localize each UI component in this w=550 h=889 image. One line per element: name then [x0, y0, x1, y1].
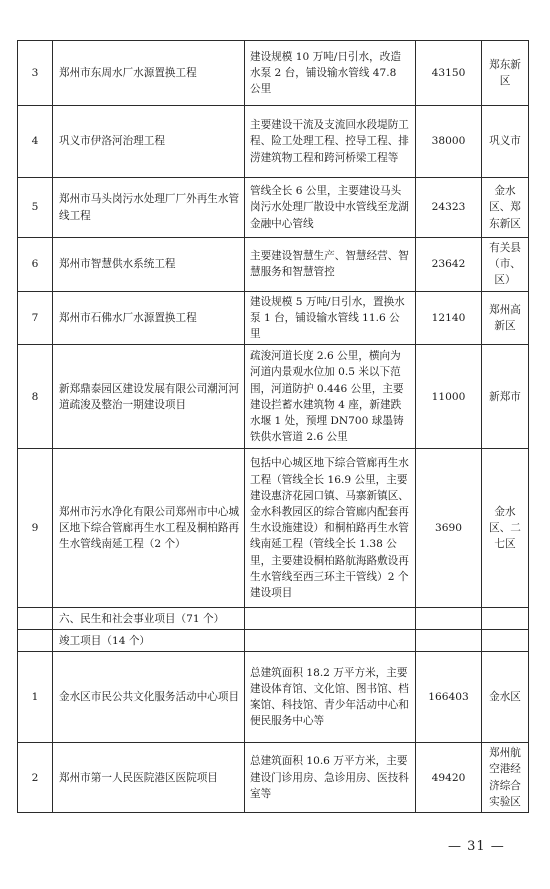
project-description-cell — [245, 608, 416, 630]
investment-cell: 3690 — [416, 449, 482, 608]
project-name-cell: 巩义市伊洛河治理工程 — [53, 106, 245, 178]
row-number-cell — [18, 630, 53, 652]
row-number-cell: 8 — [18, 345, 53, 449]
location-cell — [482, 608, 529, 630]
investment-cell — [416, 608, 482, 630]
row-number-cell: 3 — [18, 41, 53, 106]
row-number-cell: 9 — [18, 449, 53, 608]
table-row — [18, 449, 529, 608]
location-cell: 金水区 — [482, 652, 529, 743]
location-cell: 金水区、郑东新区 — [482, 178, 529, 238]
project-description-cell: 建设规模 5 万吨/日引水，置换水泵 1 台，铺设输水管线 11.6 公里 — [245, 291, 416, 345]
project-name-cell: 郑州市智慧供水系统工程 — [53, 238, 245, 292]
location-cell: 有关县（市、区） — [482, 238, 529, 292]
project-description-cell: 主要建设智慧生产、智慧经营、智慧服务和智慧管控 — [245, 238, 416, 292]
table-row — [18, 652, 529, 743]
project-name-cell: 郑州市石佛水厂水源置换工程 — [53, 291, 245, 345]
project-description-cell: 管线全长 6 公里，主要建设马头岗污水处理厂散设中水管线至龙湖金融中心管线 — [245, 178, 416, 238]
project-description-cell — [245, 630, 416, 652]
location-cell: 金水区、二七区 — [482, 449, 529, 608]
project-name-cell: 竣工项目（14 个） — [53, 630, 245, 652]
project-description-cell: 建设规模 10 万吨/日引水，改造水泵 2 台，铺设输水管线 47.8 公里 — [245, 41, 416, 106]
project-description-cell: 包括中心城区地下综合管廊再生水工程（管线全长 16.9 公里，主要建设惠济花园口镇、马寨新镇区、金水科教园区的综合管廊内配套再生水设施建设）和桐柏路再生水管线南延工程（管线全长 1.38 公里，主要建设桐柏路航海路敷设再生水管线至西三环主干管线）2 个建设项目 — [245, 449, 416, 608]
project-name-cell: 郑州市东周水厂水源置换工程 — [53, 41, 245, 106]
investment-cell: 49420 — [416, 743, 482, 813]
location-cell: 巩义市 — [482, 106, 529, 178]
project-name-cell: 郑州市污水净化有限公司郑州市中心城区地下综合管廊再生水工程及桐柏路再生水管线南延工程（2 个） — [53, 449, 245, 608]
investment-cell: 12140 — [416, 291, 482, 345]
investment-cell: 24323 — [416, 178, 482, 238]
investment-cell: 166403 — [416, 652, 482, 743]
location-cell: 郑东新区 — [482, 41, 529, 106]
table-row — [18, 345, 529, 449]
row-number-cell: 5 — [18, 178, 53, 238]
project-description-cell: 总建筑面积 10.6 万平方米，主要建设门诊用房、急诊用房、医技科室等 — [245, 743, 416, 813]
location-cell — [482, 630, 529, 652]
investment-cell: 23642 — [416, 238, 482, 292]
row-number-cell: 6 — [18, 238, 53, 292]
investment-cell: 11000 — [416, 345, 482, 449]
projects-table-body — [18, 41, 529, 813]
row-number-cell — [18, 608, 53, 630]
project-name-cell: 金水区市民公共文化服务活动中心项目 — [53, 652, 245, 743]
table-row — [18, 238, 529, 292]
project-name-cell: 郑州市马头岗污水处理厂厂外再生水管线工程 — [53, 178, 245, 238]
investment-cell: 43150 — [416, 41, 482, 106]
project-description-cell: 主要建设干流及支流回水段堤防工程、险工处理工程、控导工程、排涝建筑物工程和跨河桥梁工程等 — [245, 106, 416, 178]
section-row — [18, 630, 529, 652]
location-cell: 郑州高新区 — [482, 291, 529, 345]
section-row — [18, 608, 529, 630]
location-cell: 新郑市 — [482, 345, 529, 449]
table-row — [18, 743, 529, 813]
row-number-cell: 2 — [18, 743, 53, 813]
table-row — [18, 106, 529, 178]
project-name-cell: 六、民生和社会事业项目（71 个） — [53, 608, 245, 630]
location-cell: 郑州航空港经济综合实验区 — [482, 743, 529, 813]
project-name-cell: 新郑鼎泰园区建设发展有限公司潮河河道疏浚及整治一期建设项目 — [53, 345, 245, 449]
investment-cell — [416, 630, 482, 652]
row-number-cell: 4 — [18, 106, 53, 178]
row-number-cell: 7 — [18, 291, 53, 345]
project-description-cell: 疏浚河道长度 2.6 公里，横向为河道内景观水位加 0.5 米以下范围，河道防护 0.446 公里，主要建设拦蓄水建筑物 4 座，新建跌水堰 1 处，预埋 DN700 球墨铸铁供水管道 2.6 公里 — [245, 345, 416, 449]
table-row — [18, 41, 529, 106]
investment-cell: 38000 — [416, 106, 482, 178]
table-row — [18, 178, 529, 238]
projects-table — [17, 40, 529, 813]
project-description-cell: 总建筑面积 18.2 万平方米，主要建设体育馆、文化馆、图书馆、档案馆、科技馆、青少年活动中心和便民服务中心等 — [245, 652, 416, 743]
project-name-cell: 郑州市第一人民医院港区医院项目 — [53, 743, 245, 813]
page-number: — 31 — — [448, 839, 505, 854]
table-row — [18, 291, 529, 345]
row-number-cell: 1 — [18, 652, 53, 743]
